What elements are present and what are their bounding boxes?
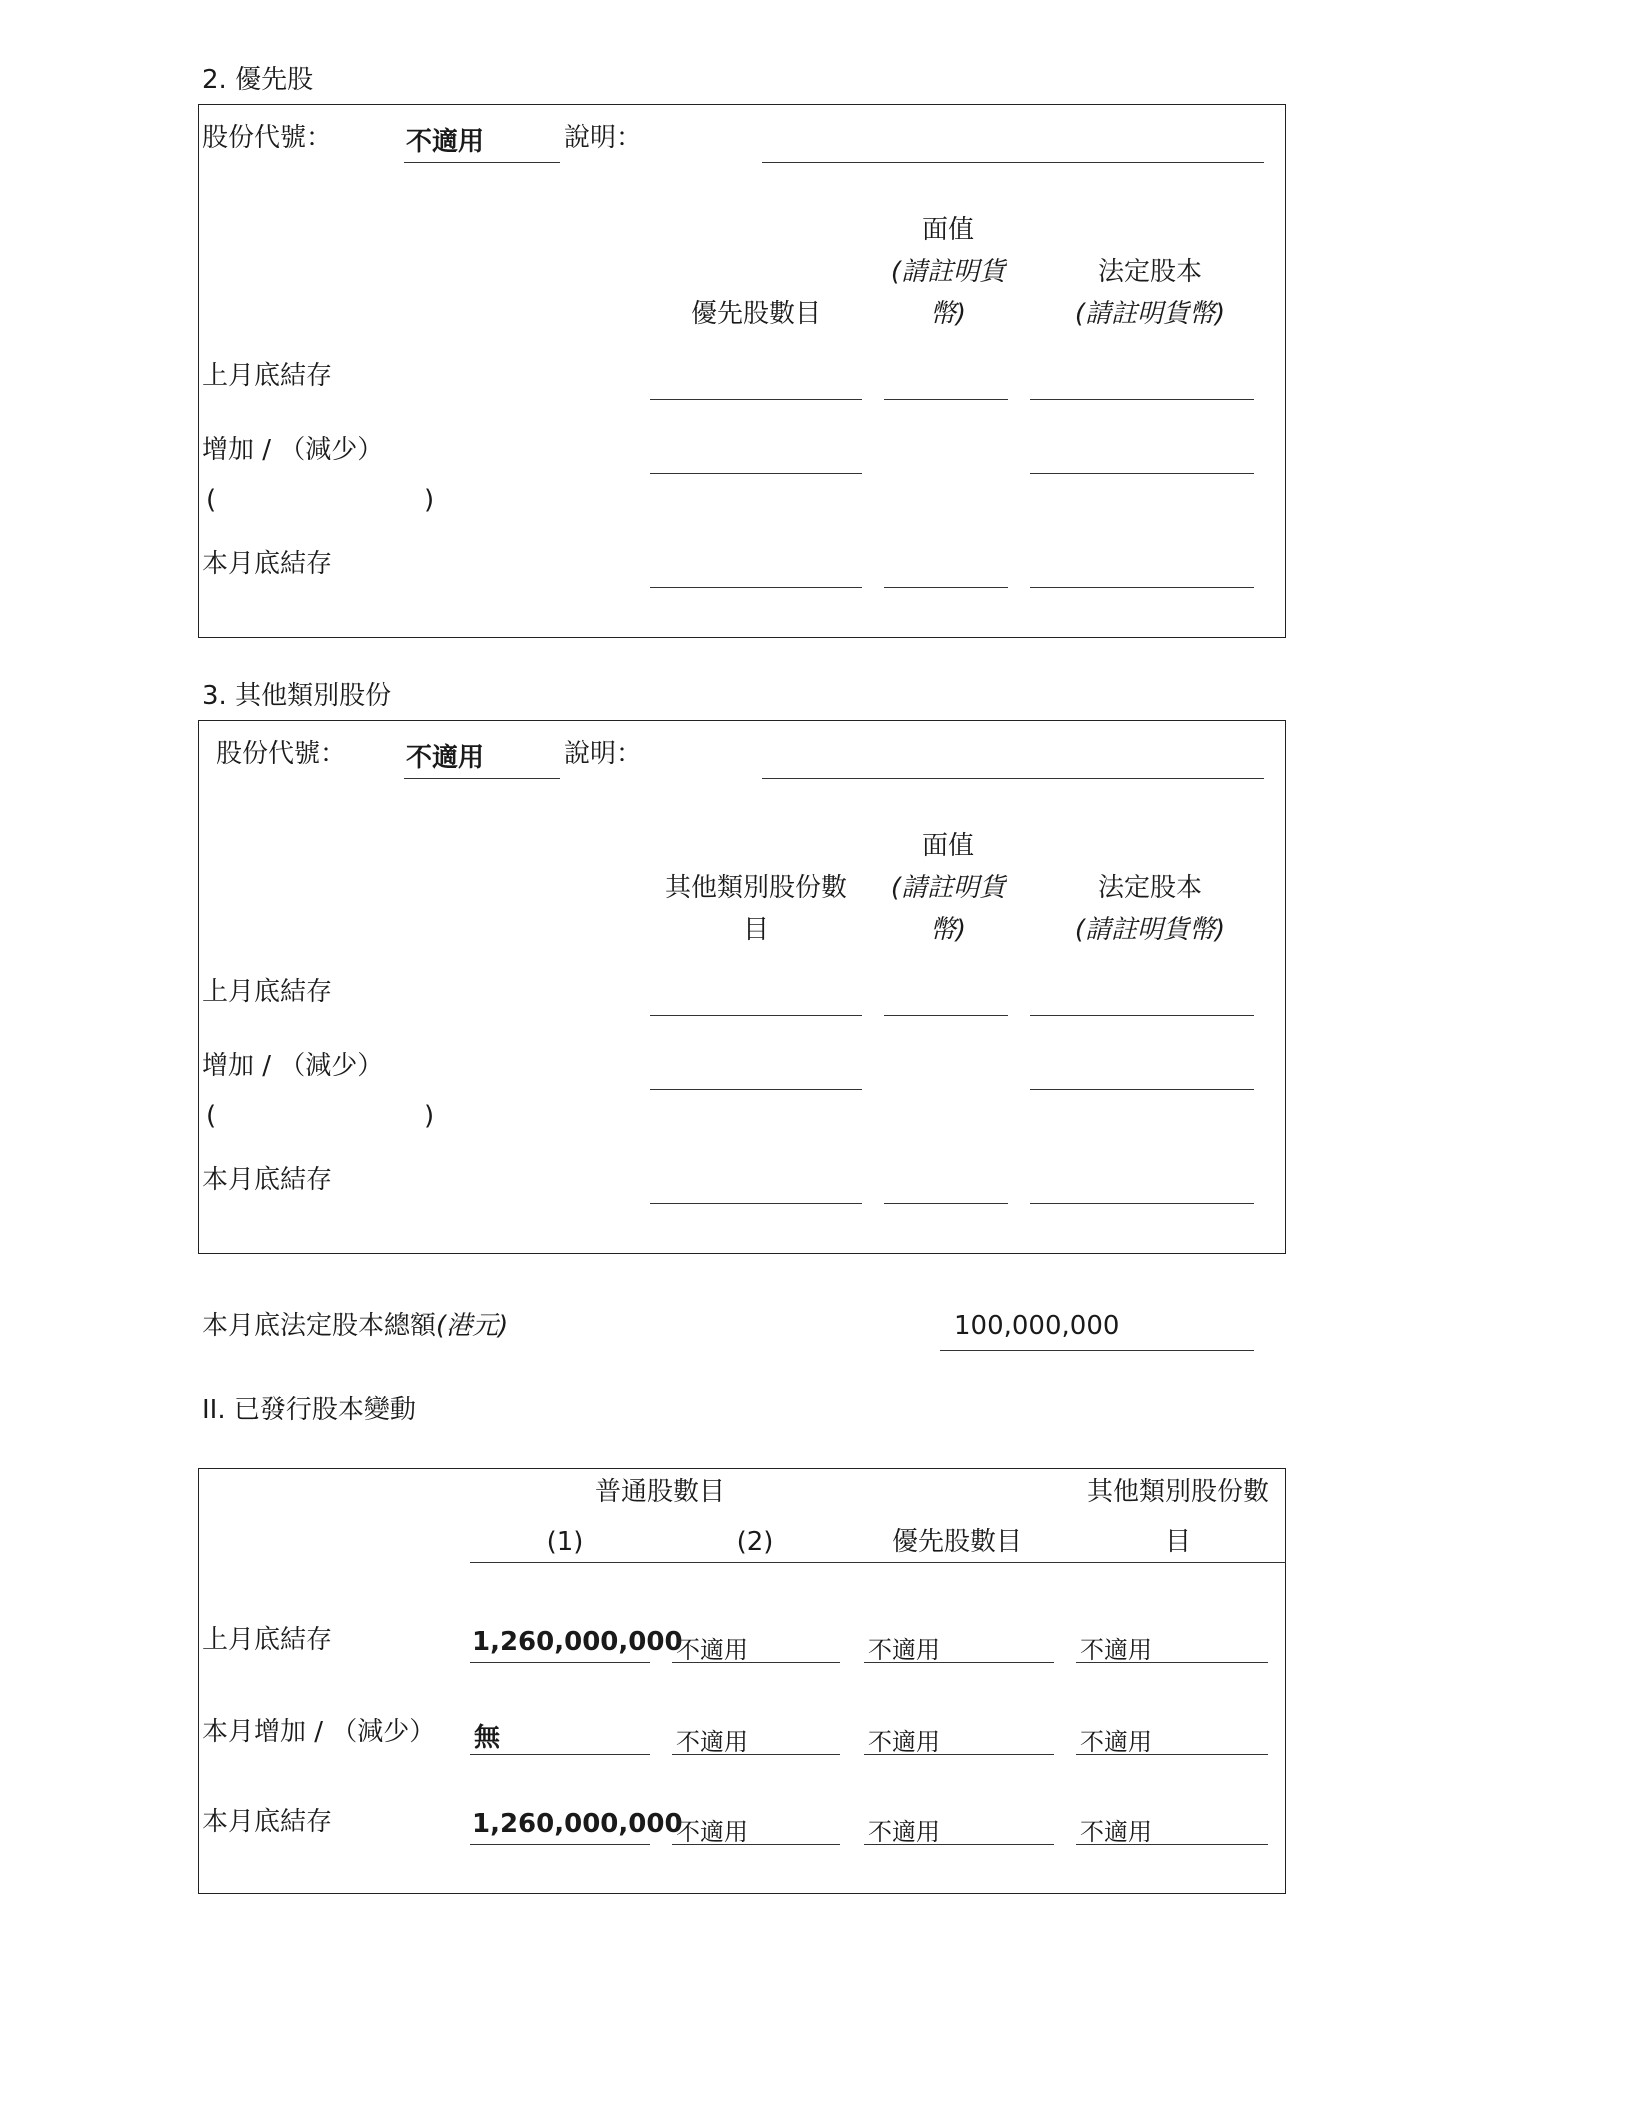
issued-row-prev-c3-line xyxy=(864,1662,1054,1663)
section3-row-end: 本月底結存 xyxy=(202,1165,333,1195)
issued-row-change-c2[interactable]: 不適用 xyxy=(676,1728,748,1756)
issued-row-change-c4-line xyxy=(1076,1754,1268,1755)
section2-prev-count-field[interactable] xyxy=(650,399,862,400)
issued-row-end-c2-line xyxy=(672,1844,840,1845)
section2-box xyxy=(198,104,1286,638)
issued-row-end-c2[interactable]: 不適用 xyxy=(676,1818,748,1846)
section3-end-count-field[interactable] xyxy=(650,1203,862,1204)
section2-prev-cap-field[interactable] xyxy=(1030,399,1254,400)
section2-row-end: 本月底結存 xyxy=(202,549,333,579)
issued-row-prev-c3[interactable]: 不適用 xyxy=(868,1636,940,1664)
section3-col-count-line2: 目 xyxy=(742,915,769,945)
total-underline xyxy=(940,1350,1254,1351)
issued-row-end-c4-line xyxy=(1076,1844,1268,1845)
issued-title: II. 已發行股本變動 xyxy=(202,1395,416,1425)
section2-row-prev: 上月底結存 xyxy=(202,361,333,391)
issued-row-change-label: 本月增加 / （減少） xyxy=(202,1717,436,1747)
section2-code-underline xyxy=(404,162,560,163)
section2-change-count-field[interactable] xyxy=(650,473,862,474)
section2-end-count-field[interactable] xyxy=(650,587,862,588)
issued-row-change-c2-line xyxy=(672,1754,840,1755)
issued-hdr-other-line2: 目 xyxy=(1164,1527,1191,1557)
issued-row-prev-label: 上月底結存 xyxy=(202,1625,333,1655)
total-value[interactable]: 100,000,000 xyxy=(954,1311,1120,1341)
section3-end-cap-field[interactable] xyxy=(1030,1203,1254,1204)
section2-code-value[interactable]: 不適用 xyxy=(406,127,485,157)
section3-code-value[interactable]: 不適用 xyxy=(406,743,485,773)
issued-row-change-c1[interactable]: 無 xyxy=(474,1723,501,1753)
section3-end-par-field[interactable] xyxy=(884,1203,1008,1204)
issued-row-prev-c1[interactable]: 1,260,000,000 xyxy=(472,1627,683,1657)
section3-col-par-line1: 面值 xyxy=(921,831,974,861)
section2-change-sub-open: ( xyxy=(206,485,217,515)
section3-prev-par-field[interactable] xyxy=(884,1015,1008,1016)
section2-change-cap-field[interactable] xyxy=(1030,473,1254,474)
section3-prev-cap-field[interactable] xyxy=(1030,1015,1254,1016)
section2-code-label: 股份代號： xyxy=(202,123,333,153)
section3-code-label: 股份代號： xyxy=(216,739,347,769)
issued-row-change-c3-line xyxy=(864,1754,1054,1755)
total-label xyxy=(202,1310,508,1342)
section2-end-cap-field[interactable] xyxy=(1030,587,1254,588)
section2-col-cap-line2: (請註明貨幣) xyxy=(1074,299,1226,329)
section3-title: 3. 其他類別股份 xyxy=(202,681,392,711)
issued-row-end-c1[interactable]: 1,260,000,000 xyxy=(472,1809,683,1839)
section3-change-count-field[interactable] xyxy=(650,1089,862,1090)
section2-change-sub-close: ) xyxy=(424,485,435,515)
issued-hdr-2: (2) xyxy=(736,1527,774,1557)
section3-col-par-line2: (請註明貨 xyxy=(890,873,1006,903)
issued-hdr-1: (1) xyxy=(546,1527,584,1557)
issued-row-prev-c2[interactable]: 不適用 xyxy=(676,1636,748,1664)
issued-row-prev-c4-line xyxy=(1076,1662,1268,1663)
total-label-text: 本月底法定股本總額 xyxy=(202,1311,437,1341)
issued-hdr-ordinary: 普通股數目 xyxy=(594,1477,725,1507)
section2-desc-label: 說明： xyxy=(564,123,643,153)
section3-col-cap-line1: 法定股本 xyxy=(1097,873,1202,903)
section2-col-par-line1: 面值 xyxy=(921,215,974,245)
section2-col-par-line3: 幣) xyxy=(929,299,967,329)
issued-hdr-other-line1: 其他類別股份數 xyxy=(1086,1477,1269,1507)
section2-col-count: 優先股數目 xyxy=(690,299,821,329)
section3-change-cap-field[interactable] xyxy=(1030,1089,1254,1090)
issued-header-rule xyxy=(470,1562,1286,1563)
section2-col-par-line2: (請註明貨 xyxy=(890,257,1006,287)
issued-row-change-c4[interactable]: 不適用 xyxy=(1080,1728,1152,1756)
section2-col-cap-line1: 法定股本 xyxy=(1097,257,1202,287)
section3-change-sub-close: ) xyxy=(424,1101,435,1131)
section2-desc-field[interactable] xyxy=(762,162,1264,163)
section3-col-par-line3: 幣) xyxy=(929,915,967,945)
issued-row-change-c3[interactable]: 不適用 xyxy=(868,1728,940,1756)
issued-row-end-c1-line xyxy=(470,1844,650,1845)
issued-row-end-c3-line xyxy=(864,1844,1054,1845)
section3-col-count-line1: 其他類別股份數 xyxy=(664,873,847,903)
section3-code-underline xyxy=(404,778,560,779)
section3-desc-label: 說明： xyxy=(564,739,643,769)
section2-end-par-field[interactable] xyxy=(884,587,1008,588)
issued-row-prev-c2-line xyxy=(672,1662,840,1663)
issued-row-prev-c1-line xyxy=(470,1662,650,1663)
issued-hdr-pref: 優先股數目 xyxy=(891,1527,1022,1557)
issued-row-end-label: 本月底結存 xyxy=(202,1807,333,1837)
issued-row-end-c4[interactable]: 不適用 xyxy=(1080,1818,1152,1846)
section2-title: 2. 優先股 xyxy=(202,65,314,95)
section3-row-prev: 上月底結存 xyxy=(202,977,333,1007)
issued-row-change-c1-line xyxy=(470,1754,650,1755)
section3-desc-field[interactable] xyxy=(762,778,1264,779)
section3-box xyxy=(198,720,1286,1254)
section2-prev-par-field[interactable] xyxy=(884,399,1008,400)
total-unit: (港元) xyxy=(436,1311,509,1341)
section3-row-change: 增加 / （減少） xyxy=(202,1051,384,1081)
section3-col-cap-line2: (請註明貨幣) xyxy=(1074,915,1226,945)
section2-row-change: 增加 / （減少） xyxy=(202,435,384,465)
section3-prev-count-field[interactable] xyxy=(650,1015,862,1016)
issued-row-prev-c4[interactable]: 不適用 xyxy=(1080,1636,1152,1664)
issued-row-end-c3[interactable]: 不適用 xyxy=(868,1818,940,1846)
section3-change-sub-open: ( xyxy=(206,1101,217,1131)
